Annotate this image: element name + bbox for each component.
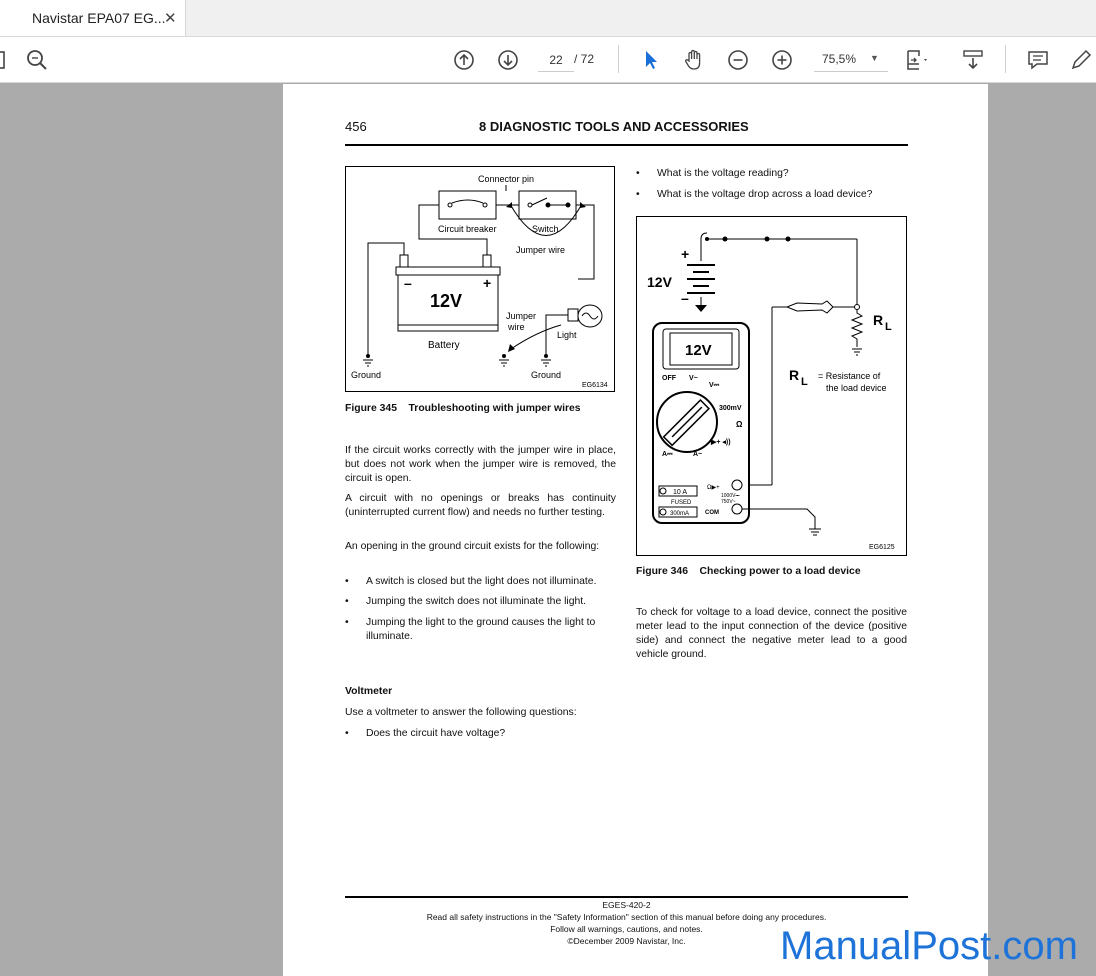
zoom-out-icon[interactable] (725, 47, 751, 73)
header-rule (345, 144, 908, 146)
tab-bar (0, 0, 1096, 37)
mv-label: 300mV (719, 405, 742, 412)
figure-code: EG6125 (869, 544, 895, 551)
wire-label: wire (508, 322, 525, 332)
ohm-label: Ω (736, 420, 743, 429)
light-label: Light (557, 330, 577, 340)
close-tab-icon[interactable]: ✕ (164, 10, 177, 27)
tab-title: Navistar EPA07 EG... (32, 10, 166, 26)
page-number-input[interactable] (538, 49, 574, 72)
diode-label: ▶+ ◂)) (711, 439, 731, 446)
fused-label: FUSED (671, 500, 692, 506)
scroll-mode-icon[interactable] (960, 47, 986, 73)
comment-icon[interactable] (1025, 47, 1051, 73)
meter-display: 12V (685, 342, 712, 359)
rl-legend-symbol: R (789, 367, 800, 383)
paragraph-load-device: To check for voltage to a load device, connect the positive meter lead to the input connection of the device (positive side) and connect the negative meter lead to a good vehicle ground. (636, 607, 907, 660)
hand-tool-icon[interactable] (681, 47, 707, 73)
zoom-select[interactable] (814, 49, 888, 72)
zoom-value: 75,5% (822, 52, 857, 66)
footer-safety-line: Read all safety instructions in the "Safety Information" section of this manual before doing any procedures. (426, 912, 827, 922)
zoom-in-icon[interactable] (769, 47, 795, 73)
bullet-marker: • (636, 168, 640, 179)
voltmeter-heading: Voltmeter (345, 686, 393, 697)
a-ac-label: A~ (693, 451, 703, 458)
v1000-label: 1000V⎓ (721, 493, 740, 499)
bullet-marker: • (345, 728, 349, 739)
bullet-marker: • (345, 576, 349, 587)
ground-right-label: Ground (531, 370, 562, 380)
connector-pin-label: Connector pin (478, 174, 535, 184)
ground-left-label: Ground (351, 370, 382, 380)
list-item: Does the circuit have voltage? (366, 728, 506, 739)
figure-code: EG6134 (582, 382, 608, 389)
com-label: COM (705, 510, 719, 516)
v-dc-label: V⎓ (709, 382, 720, 389)
pdf-page (283, 84, 988, 976)
toolbar (0, 37, 1096, 83)
search-icon[interactable] (24, 47, 50, 73)
battery-voltage-label: 12V (430, 291, 463, 311)
battery-voltage: 12V (647, 274, 672, 290)
rl-symbol: R (873, 312, 884, 328)
watermark: ManualPost.com (780, 924, 1078, 968)
switch-label: Switch (532, 224, 559, 234)
footer-copyright: ©December 2009 Navistar, Inc. (567, 936, 686, 946)
footer-warnings-line: Follow all warnings, cautions, and notes. (550, 924, 703, 934)
figure-345 (345, 166, 615, 392)
voltmeter-intro: Use a voltmeter to answer the following questions: (345, 707, 577, 718)
paragraph-ground-opening: An opening in the ground circuit exists for the following: (345, 541, 600, 552)
jumper-wire-diagram (346, 167, 614, 391)
previous-page-icon[interactable] (451, 47, 477, 73)
battery-plus-label: + (483, 275, 492, 291)
chevron-down-icon: ▼ (870, 53, 879, 63)
bullet-marker: • (636, 189, 640, 200)
page-number: 456 (345, 119, 367, 134)
jumper-label: Jumper (506, 311, 537, 321)
fuse-300ma-label: 300mA (670, 511, 690, 517)
rl-subscript: L (885, 321, 892, 333)
page-total: / 72 (574, 52, 595, 66)
battery-minus-sign: – (681, 290, 689, 306)
off-label: OFF (662, 375, 676, 382)
toolbar-divider (1005, 45, 1006, 73)
list-item: Jumping the light to the ground causes the light to illuminate. (366, 617, 596, 642)
paragraph-continuity: A circuit with no openings or breaks has continuity (uninterrupted current flow) and needs no further testing. (345, 493, 616, 518)
list-item: A switch is closed but the light does not illuminate. (366, 576, 597, 587)
voltmeter-diagram (637, 217, 906, 555)
battery-plus-sign: + (681, 246, 690, 262)
figure-346 (636, 216, 907, 556)
list-item: Jumping the switch does not illuminate the light. (366, 596, 587, 607)
footer-code: EGES-420-2 (602, 900, 651, 910)
circuit-breaker-label: Circuit breaker (438, 224, 497, 234)
pen-icon[interactable] (1068, 47, 1094, 73)
a-dc-label: A⎓ (662, 451, 673, 458)
fuse-10a-label: 10 A (673, 489, 688, 496)
next-page-icon[interactable] (495, 47, 521, 73)
battery-minus-label: – (404, 275, 412, 291)
bullet-marker: • (345, 617, 349, 628)
toolbar-divider (618, 45, 619, 73)
battery-label: Battery (428, 340, 460, 351)
v750-label: 750V~ (721, 499, 736, 505)
rl-legend-line2: the load device (826, 383, 887, 393)
v-ac-label: V~ (689, 375, 698, 382)
jumper-wire-top-label: Jumper wire (516, 245, 566, 255)
document-tab[interactable] (0, 0, 186, 36)
figure-346-caption: Figure 346 Checking power to a load device (636, 566, 861, 577)
rl-legend-subscript: L (801, 376, 808, 388)
page-title: 8 DIAGNOSTIC TOOLS AND ACCESSORIES (479, 119, 749, 134)
figure-345-caption: Figure 345 Troubleshooting with jumper wires (345, 403, 581, 414)
list-item: What is the voltage drop across a load device? (657, 189, 873, 200)
fit-page-icon[interactable] (903, 47, 929, 73)
ohm-plus-label: Ω▶+ (707, 485, 720, 491)
sidebar-toggle-icon[interactable] (0, 47, 10, 73)
paragraph-open-circuit: If the circuit works correctly with the jumper wire in place, but does not work when the jumper wire is removed, the circuit is open. (345, 445, 616, 484)
select-cursor-icon[interactable] (638, 47, 664, 73)
bullet-marker: • (345, 596, 349, 607)
list-item: What is the voltage reading? (657, 168, 789, 179)
footer-rule (345, 896, 908, 898)
rl-legend-line1: = Resistance of (818, 371, 881, 381)
